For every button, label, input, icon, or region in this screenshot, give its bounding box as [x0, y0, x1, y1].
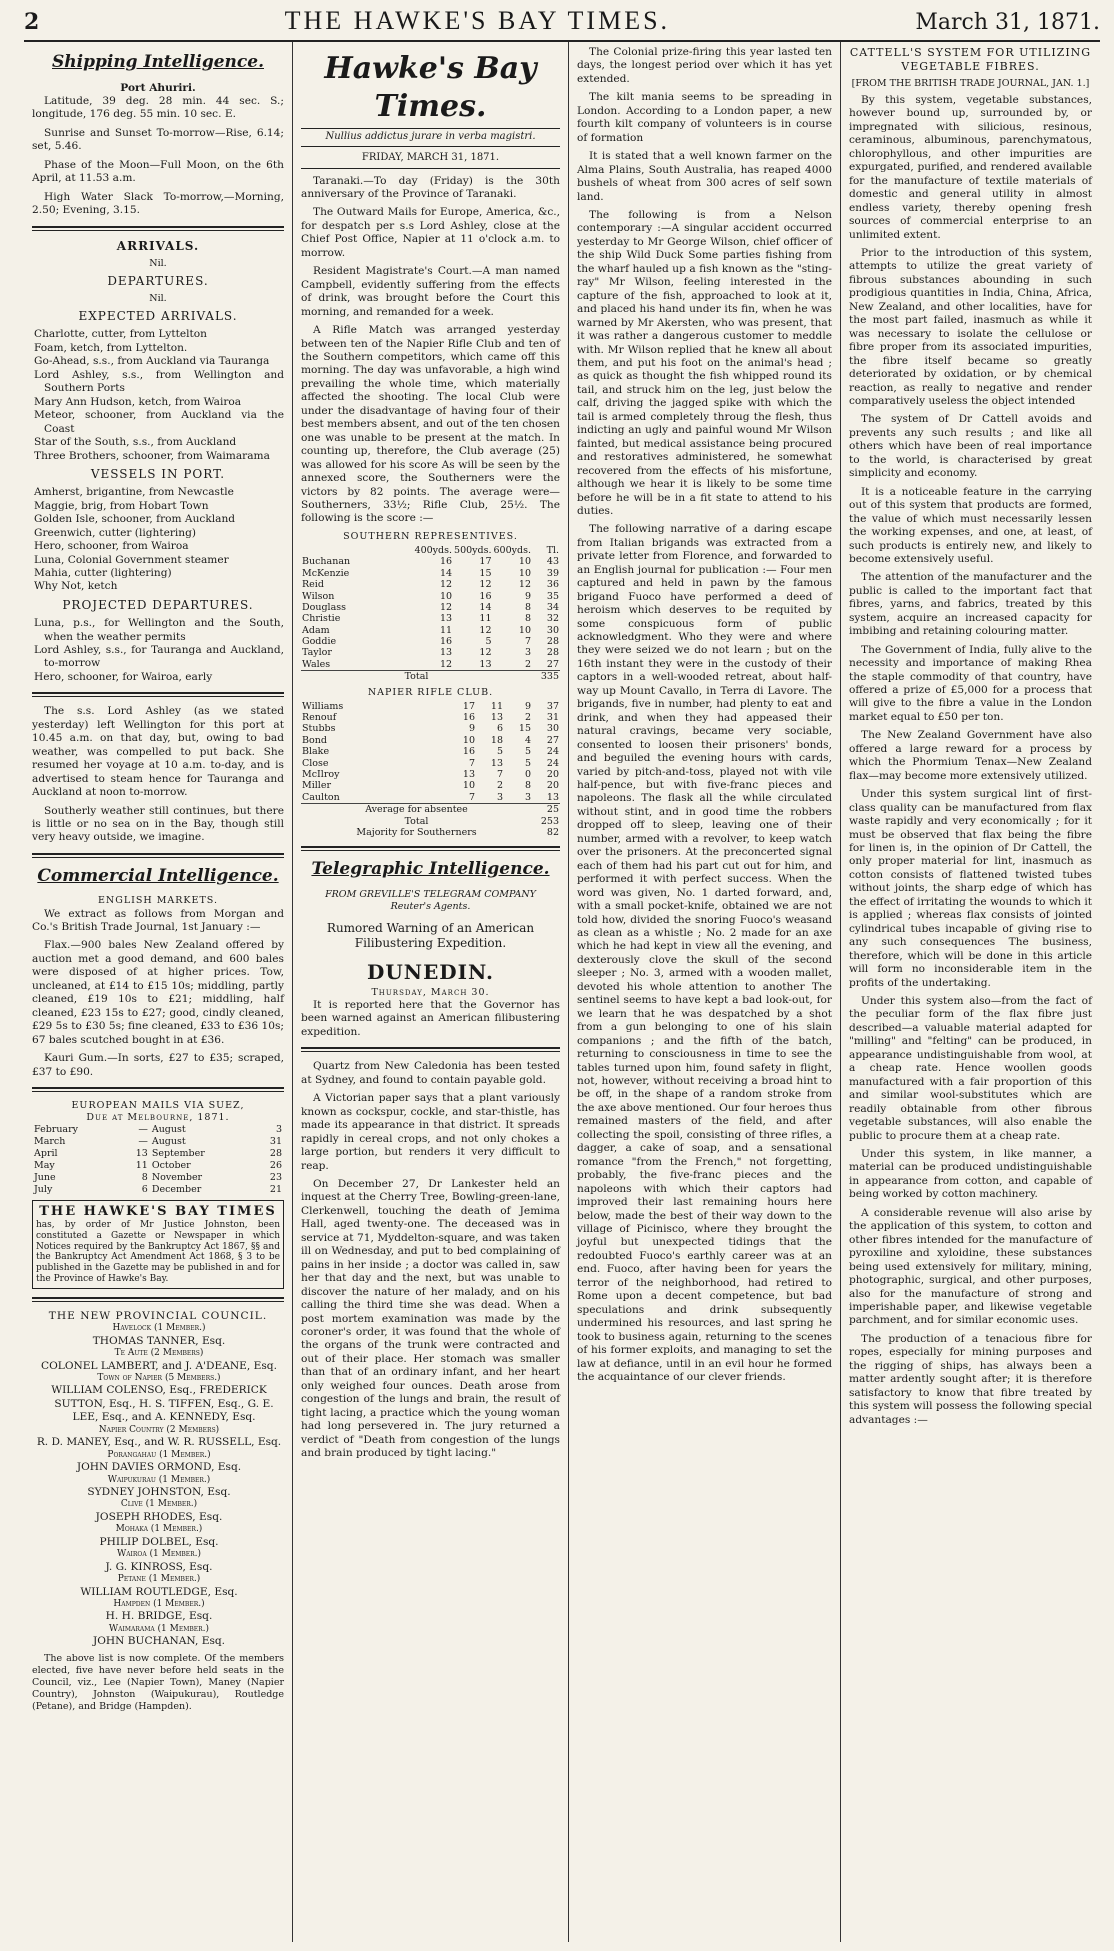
score-cell: 28: [546, 647, 559, 659]
council-member: COLONEL LAMBERT, and J. A'DEANE, Esq.: [41, 1359, 277, 1372]
issue-date: March 31, 1871.: [915, 10, 1100, 35]
shooter-name: McKenzie: [302, 567, 350, 579]
mail-month: April: [34, 1148, 58, 1160]
score-summary-row: [301, 671, 560, 683]
divider: [32, 1297, 284, 1302]
score-cell: 3: [524, 791, 531, 803]
score-cell: 34: [546, 601, 559, 613]
projected-departure-item: Hero, schooner, for Wairoa, early: [34, 670, 213, 683]
score-header-row: [301, 545, 560, 556]
council-electorate: Petane (1 Member.): [117, 1574, 201, 1585]
shooter-name: Miller: [302, 780, 332, 792]
expected-arrival-item: Go-Ahead, s.s., from Auckland via Tauranga: [34, 355, 270, 368]
score-cell: 12: [479, 647, 492, 659]
score-summary-row: [301, 816, 560, 827]
score-cell: 24: [546, 757, 559, 769]
score-cell: 10: [518, 556, 531, 568]
score-cell: 3: [524, 647, 531, 659]
score-summary-value: 25: [532, 804, 560, 816]
score-cell: 8: [524, 601, 531, 613]
fibre-paragraph-3: The system of Dr Cattell avoids and prevents any such results ; and like all others which have been of real importance to the world, is characterised by great simplicity and economy.: [849, 413, 1092, 480]
mails-subheading: Due at Melbourne, 1871.: [86, 1112, 230, 1124]
mail-row: [32, 1136, 284, 1148]
governor-paragraph: It is reported here that the Governor has been warned against an American filibustering expedition.: [301, 999, 560, 1038]
dateline: FRIDAY, MARCH 31, 1871.: [301, 149, 560, 169]
shooter-name: Williams: [302, 700, 344, 712]
score-cell: 8: [524, 780, 531, 792]
southern-heading: SOUTHERN REPRESENTIVES.: [343, 530, 518, 542]
score-row: [301, 723, 560, 734]
newspaper-title: THE HAWKE'S BAY TIMES.: [284, 6, 671, 35]
score-cell: 36: [546, 579, 559, 591]
paper-banner: Hawke's Bay Times.: [324, 51, 537, 125]
score-cell: 9: [524, 700, 531, 712]
score-cell: 18: [490, 734, 503, 746]
quartz-paragraph: Quartz from New Caledonia has been tested at Sydney, and found to contain payable gold.: [301, 1060, 560, 1086]
divider: [301, 846, 560, 851]
arrivals-nil: Nil.: [149, 257, 167, 269]
court-paragraph: Resident Magistrate's Court.—A man named Campbell, evidently suffering from the effects of drink, was brought before the Court this morning, and remanded for a week.: [301, 265, 560, 318]
mail-month: October: [151, 1160, 191, 1172]
mail-day: 3: [275, 1124, 282, 1136]
score-row: [301, 701, 560, 712]
shooter-name: Wilson: [302, 590, 335, 602]
score-cell: 30: [546, 723, 559, 735]
latitude-text: Latitude, 39 deg. 28 min. 44 sec. S.; longitude, 176 deg. 55 min. 10 sec. E.: [32, 95, 284, 121]
score-summary-row: [301, 827, 560, 838]
napier-heading: NAPIER RIFLE CLUB.: [367, 686, 494, 698]
expected-arrival-item: Star of the South, s.s., from Auckland: [34, 436, 237, 449]
score-cell: 14: [479, 601, 492, 613]
score-summary-row: [301, 804, 560, 816]
score-row: [301, 769, 560, 780]
score-cell: 17: [479, 556, 492, 568]
council-electorate: Waipukurau (1 Member.): [107, 1474, 211, 1485]
council-heading: THE NEW PROVINCIAL COUNCIL.: [48, 1309, 268, 1322]
score-name-header: [301, 545, 414, 556]
expected-arrival-item: Three Brothers, schooner, from Waimarama: [34, 449, 270, 462]
council-member: JOSEPH RHODES, Esq.: [95, 1510, 223, 1523]
column-1: [24, 42, 292, 1942]
score-cell: 13: [490, 712, 503, 724]
vessels-heading: VESSELS IN PORT.: [90, 467, 226, 482]
score-cell: 9: [524, 590, 531, 602]
mail-row: [32, 1172, 284, 1184]
expected-heading: EXPECTED ARRIVALS.: [78, 309, 238, 324]
score-row: [301, 591, 560, 602]
score-cell: 5: [496, 746, 503, 758]
score-row: [301, 602, 560, 613]
vessel-item: Maggie, brig, from Hobart Town: [34, 499, 209, 512]
mails-heading: EUROPEAN MAILS VIA SUEZ,: [71, 1099, 245, 1111]
score-cell: 7: [468, 791, 475, 803]
score-cell: 13: [490, 757, 503, 769]
score-cell: 11: [479, 613, 492, 625]
score-row: [301, 735, 560, 746]
column-4: [840, 42, 1100, 1942]
mail-month: September: [151, 1148, 205, 1160]
gazette-notice-text: has, by order of Mr Justice Johnston, been constituted a Gazette or Newspaper in which Notices required by the Bankruptcy Act 1867, §§ and the Bankruptcy Act Amendment Act 1868, § 3 to be published in the Gazette may be published in and for the Province of Hawke's Bay.: [36, 1220, 280, 1285]
score-cell: 16: [462, 746, 475, 758]
mail-day: 13: [135, 1148, 148, 1160]
kauri-paragraph: Kauri Gum.—In sorts, £27 to £35; scraped, £37 to £90.: [32, 1052, 284, 1078]
arrivals-heading: ARRIVALS.: [116, 238, 200, 253]
score-cell: 13: [479, 658, 492, 670]
expected-arrival-item: Mary Ann Hudson, ketch, from Wairoa: [34, 395, 242, 408]
score-cell: 16: [439, 556, 453, 568]
score-cell: 6: [496, 723, 503, 735]
shooter-name: Buchanan: [302, 556, 351, 568]
shooter-name: Blake: [302, 746, 330, 758]
council-member: WILLIAM ROUTLEDGE, Esq.: [80, 1585, 238, 1598]
departures-nil: Nil.: [149, 293, 167, 305]
score-cell: 3: [496, 791, 503, 803]
score-cell: 2: [496, 780, 503, 792]
vessel-item: Why Not, ketch: [34, 580, 118, 593]
taranaki-paragraph: Taranaki.—To day (Friday) is the 30th anniversary of the Province of Taranaki.: [301, 174, 560, 201]
mail-row: [32, 1160, 284, 1172]
score-cell: 20: [546, 780, 559, 792]
weather-paragraph: Southerly weather still continues, but there is little or no sea on in the Bay, though still very heavy outside, we imagine.: [32, 804, 284, 844]
council-list: [32, 1323, 284, 1648]
port-name: Port Ahuriri.: [120, 81, 196, 94]
council-member: J. G. KINROSS, Esq.: [105, 1560, 213, 1573]
mail-day: 21: [269, 1184, 282, 1196]
markets-heading: ENGLISH MARKETS.: [97, 895, 218, 907]
score-cell: 16: [479, 590, 492, 602]
mail-day: 31: [269, 1136, 282, 1148]
shooter-name: Adam: [302, 624, 330, 636]
cattell-source: [FROM THE BRITISH TRADE JOURNAL, JAN. 1.]: [851, 77, 1090, 89]
score-row: [301, 780, 560, 791]
score-cell: 2: [524, 712, 531, 724]
mail-day: —: [138, 1136, 148, 1148]
score-row: [301, 758, 560, 769]
score-cell: 12: [479, 624, 492, 636]
score-cell: 13: [439, 647, 453, 659]
score-cell: 13: [546, 791, 559, 803]
vessel-item: Luna, Colonial Government steamer: [34, 553, 229, 566]
rifle-match-paragraph: A Rifle Match was arranged yesterday between ten of the Napier Rifle Club and ten of the Southern competitors, which came off this morning. The day was unfavorable, a high wind prevailing the whole time, which materially affected the shooting. The local Club were under the disadvantage of having four of their best members absent, and out of the ten chosen one was unable to be present at the match. In counting up, therefore, the Club average (25) was allowed for his score As will be seen by the annexed score, the Southerners were the victors by 82 points. The average were—Southerners, 33½; Rifle Club, 25½. The following is the score :—: [301, 324, 560, 525]
score-summary-label: Average for absentee: [301, 804, 532, 816]
score-row: [301, 647, 560, 658]
score-cell: 39: [546, 567, 559, 579]
score-cell: 2: [524, 658, 531, 670]
expected-arrival-item: Meteor, schooner, from Auckland via the Coast: [34, 409, 284, 435]
shooter-name: Wales: [302, 658, 331, 670]
dunedin-date: Thursday, March 30.: [371, 986, 490, 998]
divider: [32, 226, 284, 231]
score-cell: 37: [546, 700, 559, 712]
score-cell: 12: [518, 579, 531, 591]
score-cell: 30: [546, 624, 559, 636]
score-row: [301, 712, 560, 723]
score-summary-value: 253: [540, 815, 559, 827]
vessel-item: Greenwich, cutter (lightering): [34, 526, 197, 539]
mail-day: 6: [141, 1184, 148, 1196]
council-electorate: Porangahau (1 Member.): [107, 1449, 211, 1460]
council-member: SYDNEY JOHNSTON, Esq.: [87, 1486, 231, 1499]
mail-month: December: [151, 1184, 202, 1196]
score-cell: 14: [439, 567, 453, 579]
mail-month: March: [34, 1136, 66, 1148]
dunedin-heading: DUNEDIN.: [367, 959, 494, 984]
score-cell: 11: [490, 700, 503, 712]
score-cell: 13: [439, 613, 453, 625]
score-cell: 7: [496, 769, 503, 781]
score-row: [301, 625, 560, 636]
cattell-heading: CATTELL'S SYSTEM FOR UTILIZING VEGETABLE FIBRES.: [849, 46, 1092, 73]
score-cell: 10: [439, 590, 453, 602]
lord-ashley-paragraph: The s.s. Lord Ashley (as we stated yesterday) left Wellington for this port at 10.45 a.m. on that day, but, owing to bad weather, was compelled to put back. She resumed her voyage at 10 a.m. to-day, and is advertised to steam hence for Tauranga and Auckland at noon to-morrow.: [32, 705, 284, 799]
fibre-paragraph-9: Under this system also—from the fact of the peculiar form of the flax fibre just described—a valuable material adapted for "milling" and "felting" can be produced, in appearance undistinguishable from wool, at a cheap rate. Hence woollen goods manufactured with a fair proportion of this and similar wool-substitutes which are readily obtainable from other fibrous vegetable substances, will also enable the public to procure them at a cheap rate.: [849, 995, 1092, 1142]
score-cell: 10: [462, 780, 475, 792]
score-summary-value: 335: [532, 671, 560, 683]
shooter-name: McIlroy: [302, 769, 340, 781]
expected-arrivals-list: [32, 328, 284, 463]
shooter-name: Reid: [302, 579, 324, 591]
score-col-header: 600yds.: [493, 544, 531, 556]
telegraphic-heading: Telegraphic Intelligence.: [311, 859, 550, 880]
mail-month: May: [34, 1160, 55, 1172]
vessels-in-port-list: [32, 486, 284, 594]
mail-day: 26: [269, 1160, 282, 1172]
shooter-name: Stubbs: [302, 723, 336, 735]
commercial-heading: Commercial Intelligence.: [37, 865, 279, 886]
council-electorate: Mohaka (1 Member.): [115, 1524, 203, 1535]
gazette-notice: [32, 1200, 284, 1288]
prize-firing-paragraph: The Colonial prize-firing this year lasted ten days, the longest period over which it has yet extended.: [577, 46, 832, 85]
projected-departure-item: Lord Ashley, s.s., for Tauranga and Auckland, to-morrow: [34, 644, 284, 670]
stingray-paragraph: The following is from a Nelson contemporary :—A singular accident occurred yesterday to Mr George Wilson, chief officer of the ship Wild Duck Some parties fishing from the wharf hauled up a fish known as the "sting-ray" Mr Wilson, feeling interested in the capture of the fish, approached to look at it, and placed his hand under its fin, when he was warned by Mr Akersten, who was present, that it was rather a dangerous customer to meddle with. Mr Wilson replied that he knew all about them, and put his foot on the animal's head ; as quick as thought the fish whipped round its tail, and struck him on the leg, just below the calf, driving the jagged spike with which the tail is armed completely throug the flesh, thus indicting an ugly and painful wound Mr Wilson fainted, but medical assistance being procured and restoratives administered, he somewhat recovered from the effects of his misfortune, although we hear it is likely to be some time before he will be in a fit state to attend to his duties.: [577, 208, 832, 517]
mail-month: August: [151, 1124, 186, 1136]
mail-day: 28: [269, 1148, 282, 1160]
council-member: PHILIP DOLBEL, Esq.: [99, 1535, 219, 1548]
inquest-paragraph: On December 27, Dr Lankester held an inquest at the Cherry Tree, Bowling-green-lane, Clerkenwell, touching the death of Jemima Hall, aged twenty-one. The deceased was in service at 71, Myddelton-square, and was taken ill on Wednesday, and put to bed complaining of pains in her inside ; a doctor was called in, saw her that day and the next, but was unable to discover the nature of her malady, and on his calling the third time she was dead. When a post mortem examination was made by the coroner's order, it was found that the whole of the organs of the trunk were contracted and out of their place. Her stomach was smaller than that of an ordinary infant, and her heart only weighed four ounces. Death arose from congestion of the lungs and brain, the result of tight lacing, a practice which the young woman had long persevered in. The jury returned a verdict of "Death from congestion of the lungs and brain produced by tight lacing.": [301, 1178, 560, 1460]
mail-day: 23: [269, 1172, 282, 1184]
southern-score-table: [301, 545, 560, 683]
score-cell: 5: [524, 746, 531, 758]
fibre-paragraph-11: A considerable revenue will also arise by the application of this system, to cotton and other fibres intended for the manufacture of pyroxiline and xyloidine, these substances being used extensively for military, mining, photographic, surgical, and other purposes, also for the manufacture of strong and imperishable paper, and likewise vegetable parchment, and for similar economic uses.: [849, 1206, 1092, 1327]
page-number: 2: [24, 9, 40, 35]
paper-motto: Nullius addictus jurare in verba magistri.: [301, 128, 560, 147]
score-cell: 9: [468, 723, 475, 735]
shooter-name: Renouf: [302, 712, 337, 724]
score-cell: 15: [479, 567, 492, 579]
expected-arrival-item: Lord Ashley, s.s., from Wellington and Southern Ports: [34, 368, 284, 395]
score-summary-label: Total: [404, 815, 429, 827]
council-electorate: Havelock (1 Member.): [112, 1323, 206, 1334]
mail-row: [32, 1124, 284, 1136]
council-member: THOMAS TANNER, Esq.: [92, 1334, 226, 1347]
score-cell: 7: [524, 636, 531, 648]
shooter-name: Douglass: [302, 601, 346, 613]
score-cell: 16: [439, 636, 453, 648]
score-cell: 10: [518, 624, 531, 636]
divider: [32, 692, 284, 697]
council-member: R. D. MANEY, Esq., and W. R. RUSSELL, Esq.: [36, 1436, 282, 1449]
cockspur-paragraph: A Victorian paper says that a plant variously known as cockspur, cockle, and star-thistle, has made its appearance in that district. It spreads rapidly in cereal crops, and not only chokes a large portion, but renders it very difficult to reap.: [301, 1092, 560, 1172]
council-electorate: Te Aute (2 Members): [114, 1348, 204, 1359]
score-cell: 43: [546, 556, 559, 568]
divider: [32, 1087, 284, 1092]
council-electorate: Napier Country (2 Members): [98, 1424, 220, 1435]
tide-text: High Water Slack To-morrow,—Morning, 2.50; Evening, 3.15.: [32, 190, 284, 217]
score-cell: 13: [462, 769, 475, 781]
projected-departure-item: Luna, p.s., for Wellington and the South, when the weather permits: [34, 617, 284, 643]
score-col-header: 400yds.: [414, 544, 453, 556]
mail-month: June: [34, 1172, 56, 1184]
council-member: JOHN BUCHANAN, Esq.: [92, 1635, 226, 1648]
shooter-name: Close: [302, 757, 329, 769]
masthead: [24, 6, 1100, 42]
score-cell: 17: [462, 700, 475, 712]
moon-text: Phase of the Moon—Full Moon, on the 6th April, at 11.53 a.m.: [32, 158, 284, 185]
score-cell: 31: [546, 712, 559, 724]
score-summary-label: Majority for Southerners: [356, 827, 477, 838]
council-electorate: Wairoa (1 Member.): [116, 1549, 202, 1560]
score-cell: 10: [462, 734, 475, 746]
column-3: [568, 42, 840, 1942]
score-cell: 16: [462, 712, 475, 724]
score-cell: 35: [546, 590, 559, 602]
score-row: [301, 579, 560, 590]
score-row: [301, 636, 560, 647]
mail-month: July: [34, 1184, 53, 1196]
score-col-header: 500yds.: [454, 544, 492, 556]
columns: [24, 42, 1100, 1942]
flax-paragraph: Flax.—900 bales New Zealand offered by auction met a good demand, and 600 bales were disposed of at higher prices. Tow, uncleaned, at £14 to £15 10s; middling, partly cleaned, £19 10s to £21; middling, half cleaned, £23 15s to £27; good, cindly cleaned, £29 5s to £30 5s; fine cleaned, £33 to £36 10s; 67 bales scutched bought in at £36.: [32, 939, 284, 1046]
departures-heading: DEPARTURES.: [107, 273, 209, 288]
score-cell: 20: [546, 769, 559, 781]
score-cell: 12: [439, 601, 453, 613]
wheat-paragraph: It is stated that a well known farmer on the Alma Plains, South Australia, has reaped 4000 bushels of wheat from 300 acres of self sown land.: [577, 150, 832, 203]
council-member: JOHN DAVIES ORMOND, Esq.: [76, 1461, 242, 1474]
expected-arrival-item: Foam, ketch, from Lyttelton.: [34, 341, 188, 354]
kilt-paragraph: The kilt mania seems to be spreading in London. According to a London paper, a new fourth kilt company of volunteers is in course of formation: [577, 91, 832, 144]
score-row: [301, 746, 560, 757]
mail-day: 11: [135, 1160, 148, 1172]
fibre-paragraph-2: Prior to the introduction of this system, attempts to utilize the great variety of fibrous substances abounding in such prodigious quantities in India, China, Africa, New Zealand, and other localities, have for the most part failed, inasmuch as while it was necessary to isolate the cellulose or fibre proper from its associated impurities, the fibre itself became so greatly deteriorated by oxidation, or by chemical reaction, as really to negative and render comparatively useless the object intended: [849, 246, 1092, 407]
mail-month: February: [34, 1124, 79, 1136]
score-cell: 27: [546, 734, 559, 746]
score-cell: 5: [524, 757, 531, 769]
score-row: [301, 792, 560, 804]
reuter-line: Reuter's Agents.: [390, 901, 471, 913]
score-cell: 24: [546, 746, 559, 758]
score-col-header: Tl.: [546, 544, 559, 556]
projected-departures-list: [32, 617, 284, 684]
score-cell: 4: [524, 734, 531, 746]
score-cell: 12: [439, 658, 453, 670]
divider: [301, 1047, 560, 1052]
shooter-name: Caulton: [302, 791, 340, 803]
shooter-name: Bond: [302, 734, 327, 746]
fibre-paragraph-8: Under this system surgical lint of first-class quality can be manufactured from flax waste rapidly and very economically ; for it must be observed that flax being the fibre for linen is, in the opinion of Dr Cattell, the only proper material for lint, inasmuch as cotton consists of flattened twisted tubes without joints, the sharp edge of which has the effect of irritating the wounds to which it is applied ; whereas flax consists of jointed cylindrical tubes incapable of giving rise to any such consequences The business, therefore, which will be done in this article will form no inconsiderable item in the profits of the undertaking.: [849, 788, 1092, 989]
gazette-notice-title: THE HAWKE'S BAY TIMES: [39, 1204, 277, 1220]
council-electorate: Waimarama (1 Member.): [108, 1623, 210, 1634]
mail-row: [32, 1184, 284, 1196]
score-cell: 12: [439, 579, 453, 591]
fibre-paragraph-1: By this system, vegetable substances, however bound up, surrounded by, or impregnated with silicious, resinous, ceraminous, albuminous, parenchymatous, chlorophyllous, and other impurities are expurgated, purified, and rendered available for the manufacture of textile materials of domestic and general utility in almost endless variety, thereby opening fresh sources of commercial enterprise to an unlimited extent.: [849, 94, 1092, 241]
fibre-paragraph-10: Under this system, in like manner, a material can be produced undistinguishable in appearance from cotton, and capable of being worked by cotton machinery.: [849, 1147, 1092, 1201]
column-2: [292, 42, 568, 1942]
council-electorate: Clive (1 Member.): [120, 1499, 198, 1510]
mail-row: [32, 1148, 284, 1160]
sunrise-text: Sunrise and Sunset To-morrow—Rise, 6.14; set, 5.46.: [32, 126, 284, 153]
score-cell: 7: [468, 757, 475, 769]
shooter-name: Taylor: [302, 647, 332, 659]
expected-arrival-item: Charlotte, cutter, from Lyttelton: [34, 328, 208, 341]
score-row: [301, 613, 560, 624]
score-cell: 28: [546, 636, 559, 648]
fibre-paragraph-12: The production of a tenacious fibre for ropes, especially for mining purposes and the rigging of ships, has always been a matter ardently sought after; it is therefore satisfactory to know that fibre treated by this system will possess the following special advantages :—: [849, 1332, 1092, 1426]
greville-line: FROM GREVILLE'S TELEGRAM COMPANY: [325, 888, 536, 900]
council-member: H. H. BRIDGE, Esq.: [105, 1610, 213, 1623]
mails-table: [32, 1124, 284, 1196]
rumor-heading: Rumored Warning of an American Filibustering Expedition.: [326, 921, 535, 951]
score-cell: 32: [546, 613, 559, 625]
vessel-item: Hero, schooner, from Wairoa: [34, 540, 189, 553]
markets-intro: We extract as follows from Morgan and Co.'s British Trade Journal, 1st January :—: [32, 907, 284, 933]
shooter-name: Christie: [302, 613, 341, 625]
brigands-paragraph: The following narrative of a daring escape from Italian brigands was extracted from a private letter from Florence, and forwarded to an English journal for publication :— Four men captured and held in pawn by the famous brigand Fuoco have performed a deed of heroism which deserves to be requited by some conspicuous form of public acknowledgment. Who they were and where they were seized we do not learn ; but on the 16th instant they were in the custody of their captors in a well-wooded retreat, about half-way up Mount Cavallo, in Terra di Lavore. The brigands, five in number, had plenty to eat and drink, and when they had appeased their natural cravings, became very sociable, consented to loosen their prisoners' bonds, and beguiled the evening hours with cards, varied by pitch-and-toss, played not with vile half-pence, but with five-franc pieces and napoleons. The flask all the while circulated without stint, and in good time the robbers dropped off to sleep, leaving one of their number, armed with a revolver, to keep watch over the prisoners. At the preconcerted signal each of them had his part cut out for him, and performed it with perfect success. When the word was given, No. 1 darted forward, and, with a small pocket-knife, obtained we are not told how, divided the snoring Fuoco's weasand as clean as a whistle ; No. 2 made for an axe which he had kept in view all the evening, and dexterously clove the skull of the second sleeper ; No. 3, armed with a wooden mallet, devoted his whole attention to another The sentinel seems to have kept a bad look-out, for we learn that he was despatched by a shot from a gun belonging to one of his slain companions ; and the fifth of the batch, returning to consciousness in time to see the tables turned upon him, found safety in flight, not, however, without receiving a broad hint to be off, in the shape of a random stroke from the axe above mentioned. Our four heroes thus remained masters of the field, and after collecting the spoil, consisting of three rifles, a dagger, a cake of soap, and a sensational romance "from the French," not forgetting, probably, the five-franc pieces and the napoleons with which their captors had improved their last remaining hours here below, made the best of their way down to the village of Picinisco, where they brought the joyful but unexpected tidings that the redoubted Fuoco's earthly career was at an end. Fuoco, after having been for years the terror of the neighborhood, had retired to Rome upon a decent competence, but bad speculations and drink subsequently undermined his resources, and last spring he took to business again, returning to the scenes of his former exploits, and managing to set the law at defiance, until in an evil hour he formed the acquaintance of our clever friends.: [577, 523, 832, 1383]
score-summary-value: 82: [546, 827, 559, 838]
projected-heading: PROJECTED DEPARTURES.: [62, 597, 254, 612]
divider: [32, 853, 284, 858]
score-cell: 27: [546, 658, 559, 670]
score-cell: 12: [479, 579, 492, 591]
napier-score-table: [301, 701, 560, 839]
score-row: [301, 659, 560, 671]
score-summary-label: Total: [301, 671, 532, 683]
score-cell: 5: [485, 636, 492, 648]
vessel-item: Amherst, brigantine, from Newcastle: [34, 486, 234, 499]
fibre-paragraph-5: The attention of the manufacturer and the public is called to the important fact that fibres, yarns, and fabrics, treated by this system, acquire an increased capacity for imbibing and retaining colouring matter.: [849, 571, 1092, 638]
mail-day: —: [138, 1124, 148, 1136]
score-row: [301, 556, 560, 567]
mail-day: 8: [141, 1172, 148, 1184]
vessel-item: Golden Isle, schooner, from Auckland: [34, 513, 236, 526]
score-cell: 10: [518, 567, 531, 579]
fibre-paragraph-7: The New Zealand Government have also offered a large reward for a process by which the Phormium Tenax—New Zealand flax—may become more extensively utilized.: [849, 729, 1092, 782]
score-cell: 0: [524, 769, 531, 781]
mails-paragraph: The Outward Mails for Europe, America, &c., for despatch per s.s Lord Ashley, close at the Chief Post Office, Napier at 11 o'clock a.m. to morrow.: [301, 206, 560, 259]
fibre-paragraph-4: It is a noticeable feature in the carrying out of this system that products are formed, the value of which must necessarily lessen the working expenses, and one, at least, of such products is entirely new, and likely to become extensively useful.: [849, 485, 1092, 565]
mail-month: August: [151, 1136, 186, 1148]
score-cell: 8: [524, 613, 531, 625]
council-member: WILLIAM COLENSO, Esq., FREDERICK SUTTON, Esq., H. S. TIFFEN, Esq., G. E. LEE, Esq., and A. KENNEDY, Esq.: [51, 1384, 274, 1424]
council-electorate: Town of Napier (5 Members.): [97, 1373, 221, 1384]
council-electorate: Hampden (1 Member.): [113, 1598, 205, 1609]
shooter-name: Goddie: [302, 636, 337, 648]
vessel-item: Mahia, cutter (lightering): [34, 566, 172, 579]
fibre-paragraph-6: The Government of India, fully alive to the necessity and importance of making Rhea the staple commodity of that country, have offered a prize of £5,000 for a process that will give to the fibre a value in the London market equal to £50 per ton.: [849, 643, 1092, 723]
mail-month: November: [151, 1172, 203, 1184]
council-note: The above list is now complete. Of the members elected, five have never before held seats in the Council, viz., Lee (Napier Town), Maney (Napier Country), Johnston (Waipukurau), Routledge (Petane), and Bridge (Hampden).: [32, 1652, 284, 1712]
score-cell: 15: [518, 723, 531, 735]
score-cell: 11: [439, 624, 453, 636]
shipping-heading: Shipping Intelligence.: [52, 52, 264, 72]
score-row: [301, 568, 560, 579]
